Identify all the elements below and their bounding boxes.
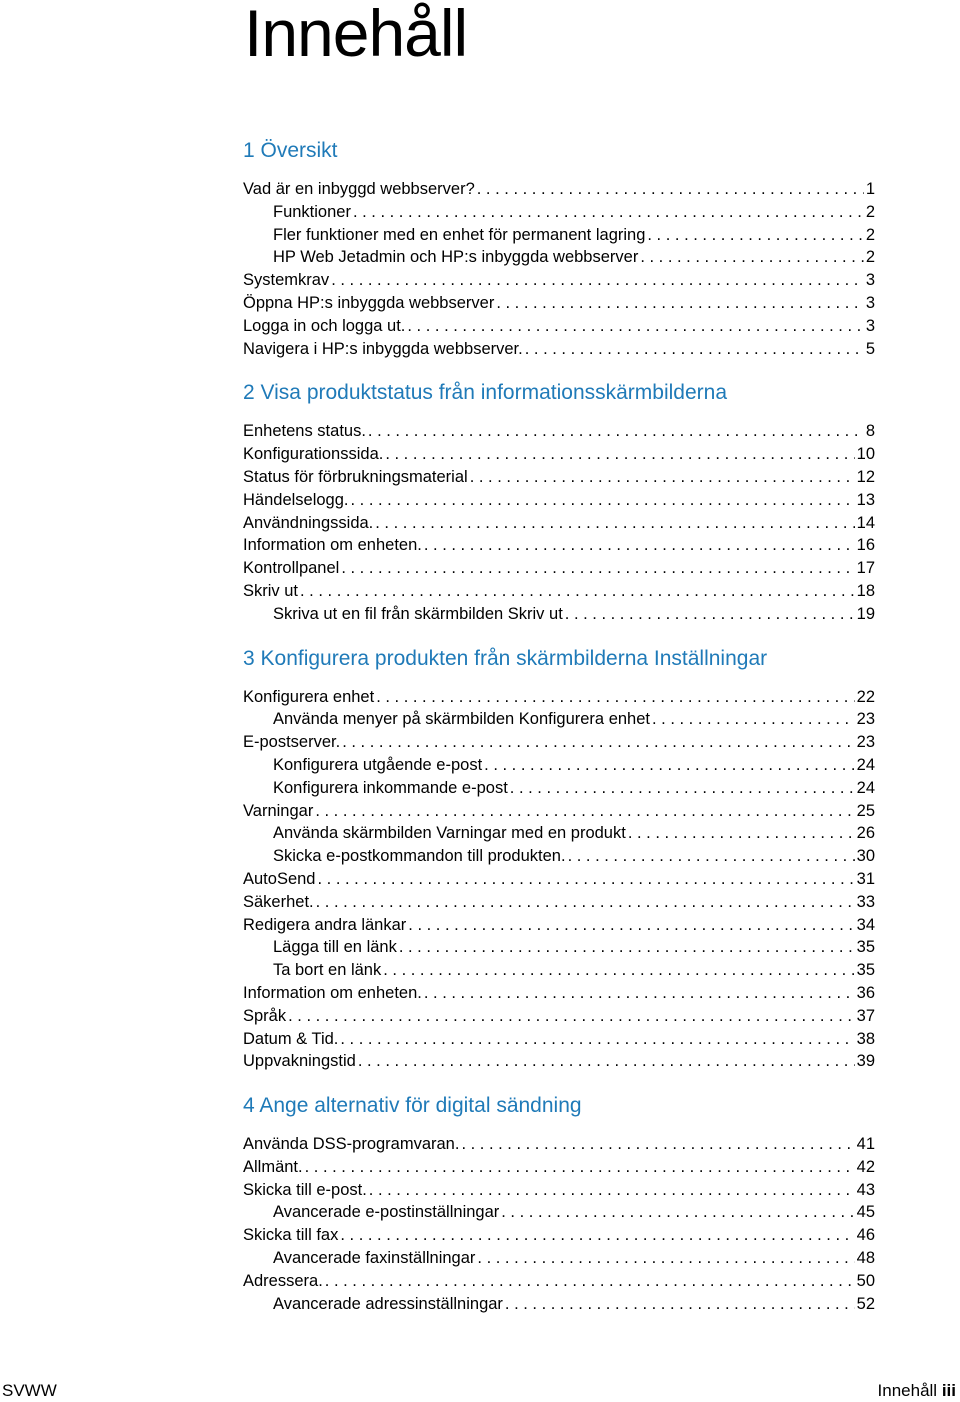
dot-leader bbox=[376, 686, 854, 709]
dot-leader bbox=[407, 315, 863, 338]
toc-page-number: 38 bbox=[856, 1029, 875, 1048]
toc-entry-label: Skriv ut bbox=[243, 581, 299, 600]
toc-page-number: 41 bbox=[856, 1135, 875, 1154]
dot-leader bbox=[484, 754, 854, 777]
toc-page-number: 26 bbox=[856, 824, 875, 843]
toc-entry-list bbox=[243, 686, 875, 1074]
dot-leader bbox=[408, 914, 854, 937]
toc-page-number: 46 bbox=[856, 1226, 875, 1245]
dot-leader bbox=[331, 269, 864, 292]
toc-entry-label: Allmänt. bbox=[243, 1157, 303, 1176]
dot-leader bbox=[461, 1133, 854, 1156]
dot-leader bbox=[340, 1224, 854, 1247]
chapter-heading[interactable]: 4 Ange alternativ för digital sändning bbox=[243, 1094, 582, 1118]
toc-subentry[interactable] bbox=[243, 1293, 875, 1316]
toc-entry-label: Avancerade adressinställningar bbox=[273, 1294, 503, 1313]
dot-leader bbox=[317, 868, 854, 891]
toc-page-number: 37 bbox=[856, 1006, 875, 1025]
toc-page-number: 2 bbox=[865, 225, 875, 244]
dot-leader bbox=[501, 1201, 854, 1224]
toc-chapter bbox=[243, 1091, 875, 1315]
toc-page-number: 43 bbox=[856, 1180, 875, 1199]
toc-page-number: 3 bbox=[865, 293, 875, 312]
toc-entry-label: Skicka e-postkommandon till produkten. bbox=[273, 847, 566, 866]
dot-leader bbox=[385, 443, 854, 466]
toc-entry[interactable] bbox=[243, 1005, 875, 1028]
toc-entry-label: Kontrollpanel bbox=[243, 559, 340, 578]
toc-page-number: 50 bbox=[856, 1271, 875, 1290]
footer-page-number: iii bbox=[941, 1381, 956, 1400]
dot-leader bbox=[525, 338, 864, 361]
toc-page-number: 1 bbox=[865, 180, 875, 198]
toc-page-number: 16 bbox=[856, 536, 875, 555]
toc-subentry[interactable] bbox=[243, 754, 875, 777]
toc-entry[interactable] bbox=[243, 686, 875, 709]
toc-entry[interactable] bbox=[243, 315, 875, 338]
toc-entry-label: Ta bort en länk bbox=[273, 961, 382, 980]
toc-page-number: 18 bbox=[856, 581, 875, 600]
toc-page-number: 22 bbox=[856, 687, 875, 706]
dot-leader bbox=[383, 959, 854, 982]
toc-entry-label: Information om enheten. bbox=[243, 983, 422, 1002]
toc-entry[interactable] bbox=[243, 1050, 875, 1073]
toc-subentry[interactable] bbox=[243, 936, 875, 959]
toc-page-number: 33 bbox=[856, 892, 875, 911]
toc-page-number: 2 bbox=[865, 248, 875, 267]
toc-entry[interactable] bbox=[243, 534, 875, 557]
toc-entry-label: Redigera andra länkar bbox=[243, 915, 407, 934]
dot-leader bbox=[505, 1293, 855, 1316]
toc-entry-label: E-postserver. bbox=[243, 733, 341, 752]
toc-entry-label: Navigera i HP:s inbyggda webbserver. bbox=[243, 339, 523, 358]
toc-entry-label: Använda skärmbilden Varningar med en produkt bbox=[273, 824, 626, 843]
footer-section-name: Innehåll bbox=[877, 1381, 938, 1400]
dot-leader bbox=[652, 708, 855, 731]
chapter-heading[interactable]: 3 Konfigurera produkten från skärmbilderna Inställningar bbox=[243, 646, 768, 670]
toc-entry-label: Använda DSS-programvaran. bbox=[243, 1135, 460, 1154]
toc-subentry[interactable] bbox=[243, 822, 875, 845]
toc-page-number: 2 bbox=[865, 202, 875, 221]
toc-chapter bbox=[243, 136, 875, 360]
toc-entry-label: Öppna HP:s inbyggda webbserver bbox=[243, 293, 495, 312]
toc-entry-label: Enhetens status. bbox=[243, 422, 366, 441]
toc-entry-label: Vad är en inbyggd webbserver? bbox=[243, 180, 475, 198]
toc-page-number: 10 bbox=[856, 445, 875, 464]
toc-page-number: 8 bbox=[865, 422, 875, 441]
toc-entry-label: Funktioner bbox=[273, 202, 351, 221]
toc-chapter bbox=[243, 644, 875, 1074]
toc-entry[interactable] bbox=[243, 178, 875, 201]
toc-entry-label: Användningssida. bbox=[243, 513, 374, 532]
toc-entry[interactable] bbox=[243, 338, 875, 361]
toc-entry-label: Språk bbox=[243, 1006, 287, 1025]
toc-entry-label: HP Web Jetadmin och HP:s inbyggda webbserver bbox=[273, 248, 639, 267]
dot-leader bbox=[353, 201, 864, 224]
toc-entry[interactable] bbox=[243, 1028, 875, 1051]
dot-leader bbox=[477, 1247, 854, 1270]
toc-entry[interactable] bbox=[243, 420, 875, 443]
toc-entry[interactable] bbox=[243, 269, 875, 292]
dot-leader bbox=[424, 534, 855, 557]
toc-page-number: 45 bbox=[856, 1203, 875, 1222]
toc-entry[interactable] bbox=[243, 1179, 875, 1202]
toc-entry-label: Konfigurera inkommande e-post bbox=[273, 778, 508, 797]
toc-page-number: 14 bbox=[856, 513, 875, 532]
chapter-heading[interactable]: 1 Översikt bbox=[243, 139, 338, 162]
dot-leader bbox=[568, 845, 855, 868]
toc-page-number: 42 bbox=[856, 1157, 875, 1176]
dot-leader bbox=[399, 936, 855, 959]
dot-leader bbox=[640, 246, 863, 269]
toc-entry[interactable] bbox=[243, 443, 875, 466]
toc-entry-label: Uppvakningstid bbox=[243, 1052, 356, 1071]
toc-subentry[interactable] bbox=[243, 959, 875, 982]
toc-entry-label: Information om enheten. bbox=[243, 536, 422, 555]
toc-entry[interactable] bbox=[243, 580, 875, 603]
toc-page-number: 34 bbox=[856, 915, 875, 934]
toc-entry[interactable] bbox=[243, 800, 875, 823]
toc-entry-label: Konfigurera utgående e-post bbox=[273, 755, 483, 774]
toc-page-number: 31 bbox=[856, 869, 875, 888]
toc-entry[interactable] bbox=[243, 914, 875, 937]
toc-subentry[interactable] bbox=[243, 1201, 875, 1224]
toc-page-number: 25 bbox=[856, 801, 875, 820]
toc-entry-label: Skicka till e-post. bbox=[243, 1180, 367, 1199]
toc-entry-label: Konfigurationssida. bbox=[243, 445, 384, 464]
dot-leader bbox=[628, 822, 855, 845]
dot-leader bbox=[316, 891, 855, 914]
dot-leader bbox=[510, 777, 855, 800]
toc-subentry[interactable] bbox=[243, 201, 875, 224]
toc-entry-label: Adressera. bbox=[243, 1271, 323, 1290]
toc-entry-list bbox=[243, 178, 875, 360]
toc-page-number: 24 bbox=[856, 755, 875, 774]
toc-entry[interactable] bbox=[243, 512, 875, 535]
toc-page-number: 30 bbox=[856, 847, 875, 866]
dot-leader bbox=[315, 800, 854, 823]
toc-entry[interactable] bbox=[243, 1270, 875, 1293]
toc-entry-label: Fler funktioner med en enhet för permanent lagring bbox=[273, 225, 646, 244]
toc-entry[interactable] bbox=[243, 731, 875, 754]
toc-entry[interactable] bbox=[243, 982, 875, 1005]
toc-entry-label: Säkerhet. bbox=[243, 892, 314, 911]
dot-leader bbox=[496, 292, 864, 315]
toc-subentry[interactable] bbox=[243, 845, 875, 868]
dot-leader bbox=[300, 580, 855, 603]
toc-page-number: 48 bbox=[856, 1249, 875, 1268]
toc-entry[interactable] bbox=[243, 891, 875, 914]
footer-doc-code: SVWW bbox=[2, 1381, 57, 1400]
dot-leader bbox=[342, 731, 854, 754]
dot-leader bbox=[375, 512, 854, 535]
toc-page-number: 19 bbox=[856, 604, 875, 623]
toc-entry-label: Varningar bbox=[243, 801, 314, 820]
toc-page-number: 17 bbox=[856, 559, 875, 578]
dot-leader bbox=[477, 178, 864, 201]
dot-leader bbox=[340, 1028, 854, 1051]
toc-subentry[interactable] bbox=[243, 246, 875, 269]
chapter-heading[interactable]: 2 Visa produktstatus från informationsskärmbilderna bbox=[243, 381, 728, 405]
toc-entry-label: Avancerade e-postinställningar bbox=[273, 1203, 500, 1222]
toc-page-number: 35 bbox=[856, 961, 875, 980]
toc-entry[interactable] bbox=[243, 1133, 875, 1156]
toc-entry[interactable] bbox=[243, 489, 875, 512]
toc-page-number: 23 bbox=[856, 710, 875, 729]
toc-entry[interactable] bbox=[243, 1224, 875, 1247]
toc-entry-label: Konfigurera enhet bbox=[243, 687, 375, 706]
footer-page-label bbox=[878, 1381, 956, 1401]
dot-leader bbox=[305, 1156, 855, 1179]
toc-page-number: 12 bbox=[856, 467, 875, 486]
dot-leader bbox=[358, 1050, 855, 1073]
dot-leader bbox=[424, 982, 855, 1005]
table-of-contents bbox=[243, 136, 875, 1333]
toc-page-number: 24 bbox=[856, 778, 875, 797]
dot-leader bbox=[369, 1179, 855, 1202]
toc-page-number: 52 bbox=[856, 1294, 875, 1313]
toc-page-number: 36 bbox=[856, 983, 875, 1002]
toc-chapter bbox=[243, 378, 875, 625]
toc-subentry[interactable] bbox=[243, 224, 875, 247]
toc-subentry[interactable] bbox=[243, 603, 875, 626]
dot-leader bbox=[368, 420, 864, 443]
toc-entry-label: Logga in och logga ut. bbox=[243, 316, 406, 335]
toc-page-number: 3 bbox=[865, 271, 875, 290]
toc-entry-label: Lägga till en länk bbox=[273, 938, 397, 957]
toc-entry-label: Skriva ut en fil från skärmbilden Skriv ut bbox=[273, 604, 563, 623]
toc-page-number: 13 bbox=[856, 490, 875, 509]
toc-entry-label: Avancerade faxinställningar bbox=[273, 1249, 476, 1268]
toc-entry-label: Händelselogg. bbox=[243, 490, 349, 509]
toc-entry-label: Status för förbrukningsmaterial bbox=[243, 467, 468, 486]
dot-leader bbox=[325, 1270, 855, 1293]
toc-subentry[interactable] bbox=[243, 777, 875, 800]
toc-entry[interactable] bbox=[243, 1156, 875, 1179]
toc-entry-list bbox=[243, 420, 875, 625]
toc-entry-label: Använda menyer på skärmbilden Konfigurera enhet bbox=[273, 710, 650, 729]
toc-entry[interactable] bbox=[243, 868, 875, 891]
dot-leader bbox=[470, 466, 855, 489]
toc-page-number: 39 bbox=[856, 1052, 875, 1071]
toc-entry[interactable] bbox=[243, 292, 875, 315]
toc-entry[interactable] bbox=[243, 466, 875, 489]
toc-entry-label: Skicka till fax bbox=[243, 1226, 339, 1245]
toc-subentry[interactable] bbox=[243, 1247, 875, 1270]
toc-page-number: 3 bbox=[865, 316, 875, 335]
dot-leader bbox=[351, 489, 855, 512]
toc-entry-label: Datum & Tid. bbox=[243, 1029, 339, 1048]
toc-page-number: 23 bbox=[856, 733, 875, 752]
dot-leader bbox=[647, 224, 863, 247]
dot-leader bbox=[288, 1005, 855, 1028]
toc-entry[interactable] bbox=[243, 557, 875, 580]
toc-page-number: 35 bbox=[856, 938, 875, 957]
dot-leader bbox=[565, 603, 855, 626]
toc-entry-label: AutoSend bbox=[243, 869, 316, 888]
dot-leader bbox=[341, 557, 854, 580]
toc-entry-label: Systemkrav bbox=[243, 271, 330, 290]
toc-subentry[interactable] bbox=[243, 708, 875, 731]
toc-entry-list bbox=[243, 1133, 875, 1315]
toc-page-number: 5 bbox=[865, 339, 875, 358]
page-title: Innehåll bbox=[244, 0, 468, 70]
